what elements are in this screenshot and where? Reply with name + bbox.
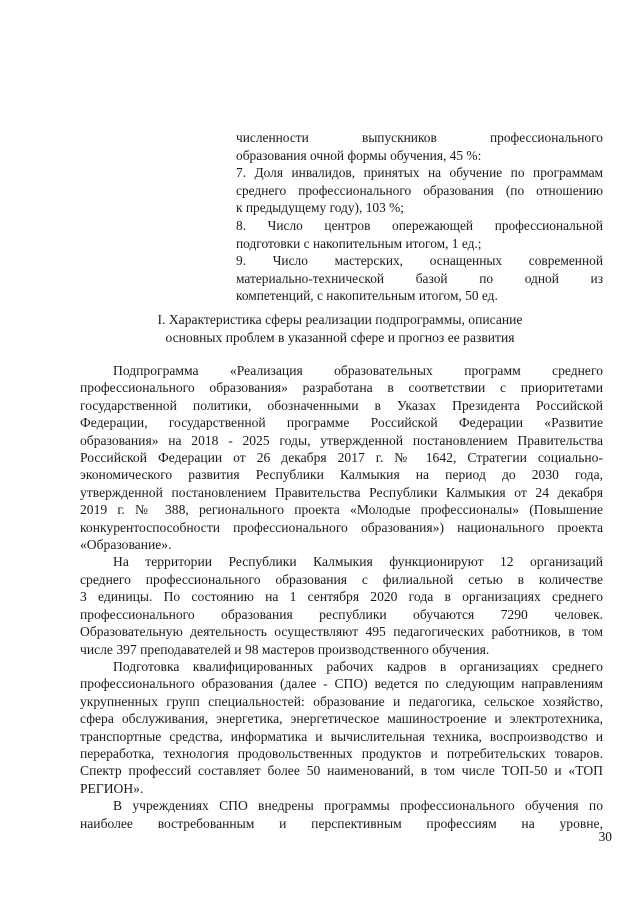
paragraph-line: РЕГИОН». — [80, 780, 144, 796]
paragraph-line: «Образование». — [80, 537, 172, 553]
indicator-line: 7. Доля инвалидов, принятых на обучение по программам — [236, 165, 603, 181]
paragraph-line: На территории Республики Калмыкия функционируют 12 организаций — [113, 554, 603, 570]
body-text — [80, 362, 603, 832]
paragraph-line: образования» на 2018 - 2025 годы, утвержденной постановлением Правительства — [80, 432, 603, 448]
paragraph-line: транспортные средства, информатика и вычислительная техника, воспроизводство и — [80, 728, 603, 744]
paragraph-line: Федерации, государственной программе Российской Федерации «Развитие — [80, 415, 603, 431]
page-number: 30 — [598, 829, 612, 844]
paragraph-line: экономического развития Республики Калмыкия на период до 2030 года, — [80, 467, 603, 483]
paragraph-line: Спектр профессий составляет более 50 наименований, в том числе ТОП-50 и «ТОП — [80, 763, 603, 779]
paragraph-line: утвержденной постановлением Правительства Республики Калмыкия от 24 декабря — [80, 484, 603, 500]
paragraph-line: среднего профессионального образования с филиальной сетью в количестве — [80, 571, 603, 587]
paragraph-line: Образовательную деятельность осуществляют 495 педагогических работников, в том — [80, 624, 603, 640]
paragraph-line: укрупненных групп специальностей: образование и педагогика, сельское хозяйство, — [80, 693, 603, 709]
paragraph-line: профессионального образования» разработана в соответствии с приоритетами — [80, 380, 603, 396]
paragraph — [80, 553, 603, 657]
paragraph — [80, 797, 603, 832]
indicator-line: образования очной формы обучения, 45 %: — [236, 147, 482, 163]
indicator-list — [236, 129, 603, 305]
paragraph-line: сфера обслуживания, энергетика, энергетическое машиностроение и электротехника, — [80, 711, 603, 727]
indicator-line: 9. Число мастерских, оснащенных современной — [236, 253, 603, 269]
paragraph-line: 2019 г. № 388, регионального проекта «Молодые профессионалы» (Повышение — [80, 502, 603, 518]
paragraph-line: 3 единицы. По состоянию на 1 сентября 2020 года в организациях среднего — [80, 589, 603, 605]
paragraph-line: В учреждениях СПО внедрены программы профессионального обучения по — [113, 798, 603, 814]
indicator-line: материально-технической базой по одной из — [236, 270, 603, 286]
paragraph-line: числе 397 преподавателей и 98 мастеров производственного обучения. — [80, 641, 490, 657]
section-heading-line: I. Характеристика сферы реализации подпрограммы, описание — [157, 312, 523, 327]
paragraph-line: профессионального образования (далее - СПО) ведется по следующим направлениям — [80, 676, 603, 692]
paragraph-line: профессионального образования республики обучаются 7290 человек. — [80, 606, 603, 622]
indicator-line: подготовки с накопительным итогом, 1 ед.; — [236, 235, 482, 251]
indicator-line: к предыдущему году), 103 %; — [236, 200, 405, 216]
paragraph-line: наиболее востребованным и перспективным профессиям на уровне, — [80, 815, 603, 831]
paragraph-line: конкурентоспособности профессионального образования») национального проекта — [80, 519, 603, 535]
paragraph-line: Подготовка квалифицированных рабочих кадров в организациях среднего — [113, 658, 603, 674]
paragraph-line: Российской Федерации от 26 декабря 2017 г. № 1642, Стратегии социально- — [80, 450, 603, 466]
indicator-line: 8. Число центров опережающей профессиональной — [236, 217, 603, 233]
paragraph-line: Подпрограмма «Реализация образовательных программ среднего — [113, 363, 603, 378]
indicator-line: среднего профессионального образования (по отношению — [236, 182, 603, 198]
section-heading — [80, 311, 600, 347]
paragraph — [80, 362, 603, 553]
paragraph — [80, 658, 603, 797]
indicator-line: численности выпускников профессионального — [236, 130, 603, 145]
indicator-line: компетенций, с накопительным итогом, 50 ед. — [236, 288, 498, 304]
section-heading-line: основных проблем в указанной сфере и прогноз ее развития — [165, 330, 515, 345]
paragraph-line: переработка, технология продовольственных продуктов и потребительских товаров. — [80, 745, 603, 761]
paragraph-line: государственной политики, обозначенными в Указах Президента Российской — [80, 397, 603, 413]
